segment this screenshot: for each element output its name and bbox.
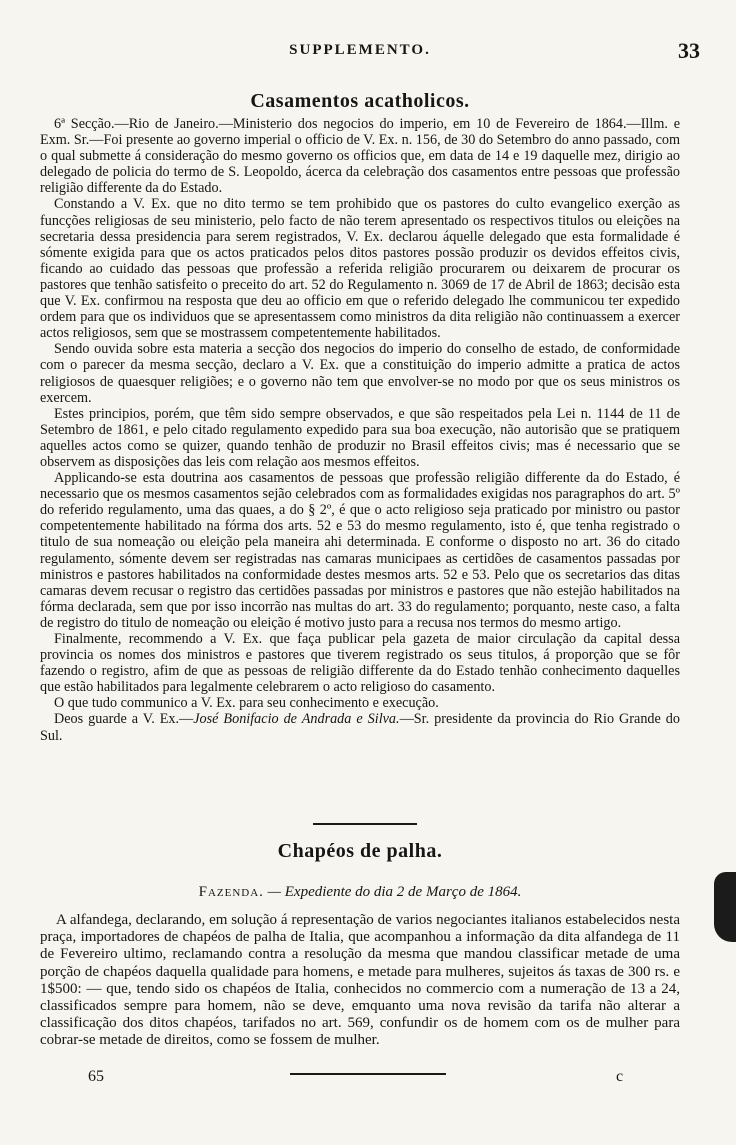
paragraph: Sendo ouvida sobre esta materia a secção dos negocios do imperio do conselho de estado, de conformidade com o parecer da mesma secção, declaro a V. Ex. que a constituição do imperio admitte a pratica de actos religiosos de quaesquer religiões; e o governo não tem que envolver-se no modo por que os seus ministros os exercem. xyxy=(40,341,680,406)
section-body-casamentos xyxy=(40,116,680,744)
page-number: 33 xyxy=(678,38,700,63)
paragraph: 6ª Secção.—Rio de Janeiro.—Ministerio dos negocios do imperio, em 10 de Fevereiro de 1864.—Illm. e Exm. Sr.—Foi presente ao governo imperial o officio de V. Ex. n. 156, de 30 do Setembro do anno passado, com o qual submette á consideração do mesmo governo os officios que, em data de 14 e 19 daquelle mez, dirigio ao delegado de policia do termo de S. Leopoldo, ácerca da celebração dos casamentos entre pessoas que professão religião differente da do Estado. xyxy=(40,116,680,197)
footer-rule xyxy=(290,1073,446,1075)
closing-suffix: —Sr. presidente da provincia do Rio Grande do Sul. xyxy=(40,711,680,744)
sheet-letter: c xyxy=(616,1068,624,1085)
ministry-name: Fazenda. xyxy=(198,884,264,900)
binding-edge-mark xyxy=(714,872,736,942)
closing-prefix: Deos guarde a V. Ex.— xyxy=(54,711,194,728)
paragraph: Finalmente, recommendo a V. Ex. que faça publicar pela gazeta de maior circulação da capital dessa provincia os nomes dos ministros e pastores que tiverem registrado os seus titulos, á proporção que se fôr fazendo o registro, afim de que as pessoas de religião differente da do Estado tenhão conhecimento daquelles que estão habilitados para legalmente celebrarem o acto religioso do casamento. xyxy=(40,631,680,696)
section-title-chapeos: Chapéos de palha. xyxy=(277,840,443,862)
closing-paragraph xyxy=(40,711,680,743)
paragraph: A alfandega, declarando, em solução á representação de varios negociantes italianos estabelecidos nesta praça, importadores de chapéos de palha de Italia, que acompanhou a informação da dita alfandega de 11 de Fevereiro ultimo, reclamando contra a resolução da mesma que mandou classificar metade de uma porção de chapéos daquella qualidade para homens, e metade para mulheres, sujeitos ás taxas de 300 rs. e 1$500: — que, tendo sido os chapéos de Italia, conhecidos no commercio com a numeração de 13 a 24, classificados sempre para homem, não se deve, emquanto uma nova revisão da tarifa não alterar a classificação dos ditos chapéos, tarifados no art. 569, confundir os de homem com os de mulher para cobrar-se metade de direitos, como se fossem de mulher. xyxy=(40,912,680,1049)
dispatch-date: — Expediente do dia 2 de Março de 1864. xyxy=(267,884,522,900)
signature-mark: 65 xyxy=(88,1068,104,1085)
paragraph: O que tudo communico a V. Ex. para seu conhecimento e execução. xyxy=(54,695,439,712)
section-body-chapeos xyxy=(40,912,680,1050)
dispatch-line xyxy=(40,884,680,901)
section-divider xyxy=(313,823,417,825)
paragraph: Applicando-se esta doutrina aos casamentos de pessoas que professão religião differente da do Estado, é necessario que os mesmos casamentos sejão celebrados com as formalidades exigidas nos paragraphos do art. 5º do referido regulamento, uma das quaes, a do § 2º, é que o acto religioso seja praticado por ministro ou pastor competentemente habilitado na fórma dos arts. 52 e 53 do mesmo regulamento, isto é, que tenha registrado o titulo de sua nomeação ou eleição pela maneira ahi determinada. E conforme o disposto no art. 36 do citado regulamento, sómente devem ser registradas nas camaras municipaes as certidões de casamentos passadas por ministros e pastores habilitados na conformidade destes mesmos arts. 52 e 53. Pelo que os secretarios das ditas camaras devem recusar o registro das certidões passadas por ministros e pastores que não estejão habilitados na fórma declarada, sem que por isso incorrão nas multas do art. 33 do regulamento; porquanto, neste caso, a falta de registro do titulo de nomeação ou eleição é motivo justo para a recusa nos termos do mesmo artigo. xyxy=(40,470,680,631)
section-title-casamentos: Casamentos acatholicos. xyxy=(250,90,470,112)
paragraph: Constando a V. Ex. que no dito termo se tem prohibido que os pastores do culto evangelico exerção as funcções religiosas de seu ministerio, pelo facto de não terem apresentado os respectivos titulos ou eleições na secretaria dessa presidencia para serem registrados, V. Ex. declarou áquelle delegado que esta formalidade é sómente exigida para que os actos praticados pelos ditos pastores possão produzir os devidos effeitos civis, ficando ao cuidado das pessoas que professão a referida religião procurarem ou deixarem de procurar os pastores que tenhão satisfeito o preceito do art. 52 do Regulamento n. 3069 de 17 de Abril de 1863; decisão esta que V. Ex. confirmou na resposta que deu ao officio em que o referido delegado lhe communicou ter expedido ordem para que os individuos que se apresentassem como ministros da dita religião não continuassem a exercer actos religiosos, sem que se mostrassem competentemente habilitados. xyxy=(40,196,680,342)
paragraph: Estes principios, porém, que têm sido sempre observados, e que são respeitados pela Lei n. 1144 de 11 de Setembro de 1861, e pelo citado regulamento expedido para sua boa execução, não autorisão que se pratiquem aquelles actos como se quizer, quando tenhão de produzir no Brasil effeitos civis; mas é necessario que se observem as disposições das leis com relação aos mesmos effeitos. xyxy=(40,405,680,470)
signatory-name: José Bonifacio de Andrada e Silva. xyxy=(193,711,400,728)
running-title: SUPPLEMENTO. xyxy=(289,42,431,58)
